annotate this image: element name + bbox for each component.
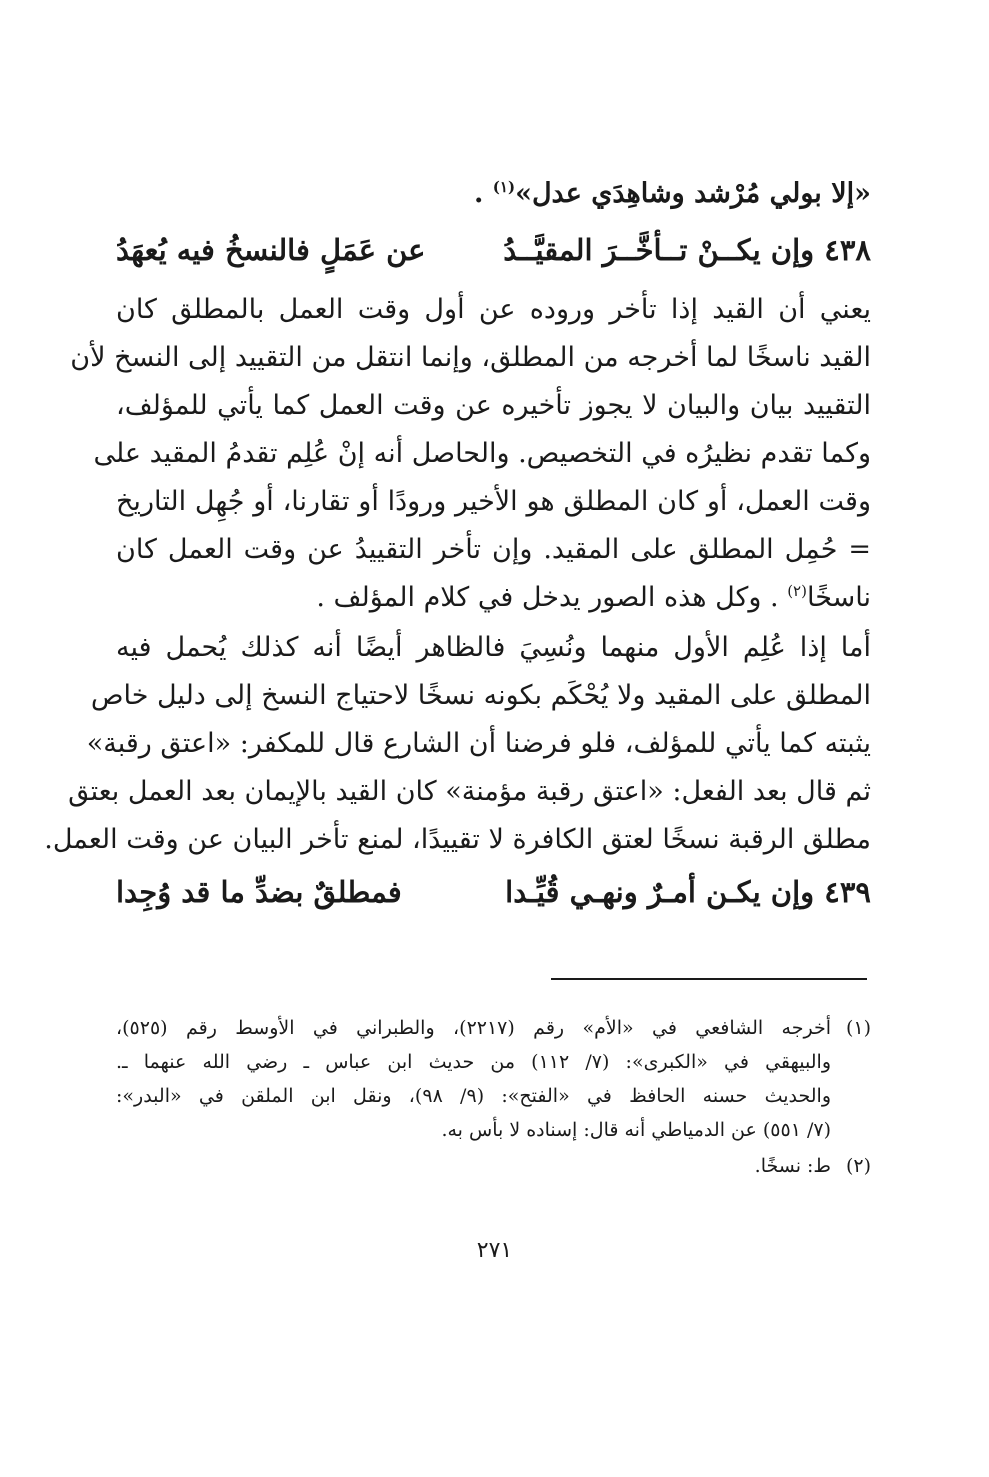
footnote-2-text: ط: نسخًا. xyxy=(754,1155,831,1177)
verse-439-first-hemistich: وإن يكـن أمـرٌ ونهـي قُيِّـدا xyxy=(505,875,815,909)
verse-438-first-hemistich: وإن يكــنْ تــأخَّــرَ المقيَّــدُ xyxy=(503,233,815,267)
paragraph-1-last-before: ناسخًا xyxy=(806,582,871,613)
verse-438-first-half xyxy=(503,228,871,272)
verse-439 xyxy=(116,870,871,914)
footnote-1-number: (١) xyxy=(845,1017,871,1039)
verse-438-second-hemistich: عن عَمَلٍ فالنسخُ فيه يُعهَدُ xyxy=(116,233,426,267)
paragraph-2-line: المطلق على المقيد ولا يُحْكَم بكونه نسخًا لاحتياج النسخ إلى دليل خاص xyxy=(90,680,871,711)
paragraph-1-line: يعني أن القيد إذا تأخر وروده عن أول وقت العمل بالمطلق كان xyxy=(116,294,871,325)
paragraph-1-last-after: . وكل هذه الصور يدخل في كلام المؤلف . xyxy=(316,582,788,613)
paragraph-1-line: = حُمِل المطلق على المقيد. وإن تأخر التقييدُ عن وقت العمل كان xyxy=(116,534,871,565)
verse-number: ٤٣٨ xyxy=(824,233,871,267)
paragraph-1-line: التقييد بيان والبيان لا يجوز تأخيره عن وقت العمل كما يأتي للمؤلف، xyxy=(116,390,871,421)
footnote-2 xyxy=(116,1150,871,1182)
footnote-1-line: أخرجه الشافعي في «الأم» رقم (٢٢١٧)، والطبراني في الأوسط رقم (٥٢٥)، xyxy=(116,1017,831,1039)
paragraph-2-last-line: مطلق الرقبة نسخًا لعتق الكافرة لا تقييدًا، لمنع تأخر البيان عن وقت العمل. xyxy=(44,824,871,855)
paragraph-1-last-line xyxy=(116,576,871,620)
footnote-1-line: والبيهقي في «الكبرى»: (٧/ ١١٢) من حديث ابن عباس ـ رضي الله عنهما ـ. xyxy=(116,1051,831,1073)
footnote-1-line: والحديث حسنه الحافظ في «الفتح»: (٩/ ٩٨)، ونقل ابن الملقن في «البدر»: xyxy=(116,1085,831,1107)
footnote-1-last-line: (٧/ ٥٥١) عن الدمياطي أنه قال: إسناده لا بأس به. xyxy=(441,1119,831,1141)
page-number: ٢٧١ xyxy=(476,1238,513,1263)
verse-439-first-half xyxy=(505,870,871,914)
footnote-separator xyxy=(551,978,867,980)
verse-439-second-hemistich: فمطلقٌ بضدِّ ما قد وُجِدا xyxy=(116,875,402,909)
paragraph-1-line: وقت العمل، أو كان المطلق هو الأخير ورودًا أو تقارنا، أو جُهِل التاريخ xyxy=(116,486,871,517)
footnote-ref-2[interactable]: (٢) xyxy=(787,582,807,600)
paragraph-2-line: يثبته كما يأتي للمؤلف، فلو فرضنا أن الشارع قال للمكفر: «اعتق رقبة» xyxy=(86,728,871,759)
verse-438 xyxy=(116,228,871,272)
paragraph-2-line: أما إذا عُلِم الأول منهما ونُسِيَ فالظاهر أيضًا أنه كذلك يُحمل فيه xyxy=(116,632,871,663)
verse-intro-text: «إلا بولي مُرْشد وشاهِدَي عدل» xyxy=(515,178,871,209)
paragraph-2-line: ثم قال بعد الفعل: «اعتق رقبة مؤمنة» كان القيد بالإيمان بعد العمل بعتق xyxy=(68,776,871,807)
footnote-ref-1[interactable]: (١) xyxy=(492,178,516,196)
verse-intro-line xyxy=(116,172,871,216)
verse-number: ٤٣٩ xyxy=(824,875,871,909)
footnote-2-number: (٢) xyxy=(845,1155,871,1177)
paragraph-1-line: القيد ناسخًا لما أخرجه من المطلق، وإنما انتقل من التقييد إلى النسخ لأن xyxy=(70,342,871,373)
verse-intro-end: . xyxy=(473,178,493,209)
paragraph-1-line: وكما تقدم نظيرُه في التخصيص. والحاصل أنه إنْ عُلِم تقدمُ المقيد على xyxy=(93,438,871,469)
